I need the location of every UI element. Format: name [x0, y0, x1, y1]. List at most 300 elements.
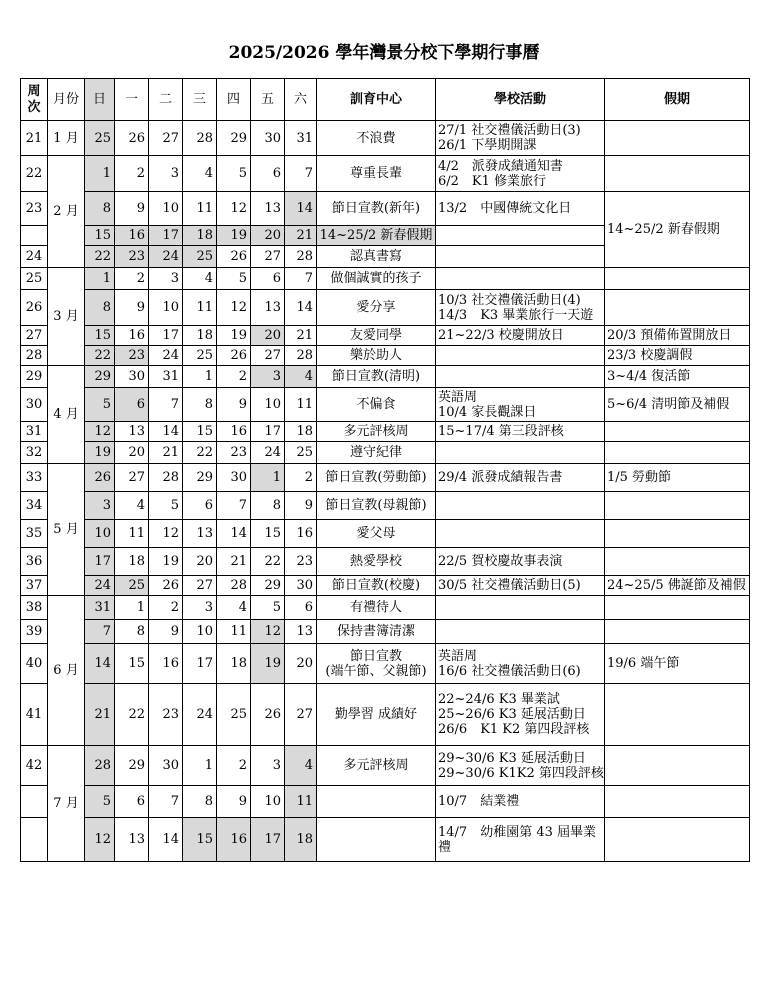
date-cell-sat: 18	[285, 818, 317, 862]
holiday	[605, 576, 750, 596]
education-theme	[317, 620, 436, 644]
education-theme	[317, 290, 436, 326]
date-cell-sat: 27	[285, 684, 317, 746]
date-cell-tue: 21	[149, 442, 183, 464]
education-theme-line: 節日宣教(勞動節)	[325, 470, 427, 485]
holiday	[605, 156, 750, 192]
date-cell-mon: 30	[115, 366, 149, 388]
week-row	[21, 388, 750, 422]
holiday	[605, 268, 750, 290]
header-row	[21, 79, 750, 121]
education-theme-line: 友愛同學	[349, 328, 402, 343]
date-cell-sun: 7	[85, 620, 115, 644]
date-cell-thu: 28	[217, 576, 251, 596]
date-cell-fri: 24	[251, 442, 285, 464]
holiday-line: 24~25/5 佛誕節及補假	[607, 578, 746, 593]
week-number	[21, 818, 48, 862]
holiday-line: 1/5 勞動節	[607, 470, 672, 485]
date-cell-thu: 12	[217, 192, 251, 226]
date-cell-mon: 8	[115, 620, 149, 644]
holiday-line: 23/3 校慶調假	[607, 348, 693, 363]
holiday	[605, 620, 750, 644]
date-cell-fri: 13	[251, 192, 285, 226]
header-activities: 學校活動	[436, 79, 605, 121]
education-theme	[317, 121, 436, 156]
date-cell-sat: 9	[285, 492, 317, 520]
education-theme-line: 節日宣教(母親節)	[325, 498, 427, 513]
date-cell-wed: 24	[183, 684, 217, 746]
date-cell-sun: 1	[85, 156, 115, 192]
date-cell-mon: 2	[115, 268, 149, 290]
school-activity-line: 16/6 社交禮儀活動日(6)	[438, 663, 581, 679]
date-cell-fri: 8	[251, 492, 285, 520]
date-cell-fri: 15	[251, 520, 285, 548]
holiday	[605, 464, 750, 492]
date-cell-sun: 31	[85, 596, 115, 620]
date-cell-tue: 3	[149, 268, 183, 290]
school-activity-line: 22/5 賀校慶故事表演	[438, 554, 563, 569]
date-cell-wed: 6	[183, 492, 217, 520]
week-row	[21, 620, 750, 644]
holiday	[605, 684, 750, 746]
date-cell-tue: 31	[149, 366, 183, 388]
education-theme-line: 樂於助人	[349, 348, 402, 363]
date-cell-fri: 22	[251, 548, 285, 576]
date-cell-sat: 20	[285, 644, 317, 684]
date-cell-mon: 15	[115, 644, 149, 684]
date-cell-tue: 14	[149, 818, 183, 862]
education-theme-line: 節日宣教(新年)	[331, 201, 421, 216]
school-activity	[436, 326, 605, 346]
date-cell-thu: 5	[217, 156, 251, 192]
date-cell-wed: 13	[183, 520, 217, 548]
week-row	[21, 684, 750, 746]
school-activity	[436, 121, 605, 156]
education-theme	[317, 684, 436, 746]
school-activity-line: 29~30/6 K1K2 第四段評核	[438, 765, 604, 781]
school-activity	[436, 548, 605, 576]
school-activity	[436, 422, 605, 442]
week-number: 42	[21, 746, 48, 786]
date-cell-thu: 26	[217, 346, 251, 366]
school-activity	[436, 818, 605, 862]
date-cell-sat: 7	[285, 156, 317, 192]
date-cell-fri: 12	[251, 620, 285, 644]
holiday	[605, 644, 750, 684]
date-cell-sat: 28	[285, 246, 317, 268]
education-theme	[317, 346, 436, 366]
education-theme-line: 認真書寫	[349, 249, 402, 264]
month-label: 3 月	[48, 268, 85, 366]
date-cell-thu: 2	[217, 746, 251, 786]
date-cell-thu: 11	[217, 620, 251, 644]
education-theme-line: 保持書簿清潔	[336, 624, 415, 639]
month-label: 7 月	[48, 746, 85, 862]
date-cell-mon: 1	[115, 596, 149, 620]
date-cell-fri: 20	[251, 326, 285, 346]
week-number: 34	[21, 492, 48, 520]
date-cell-tue: 16	[149, 644, 183, 684]
date-cell-thu: 16	[217, 818, 251, 862]
school-activity	[436, 226, 605, 246]
school-activity-line: 29/4 派發成績報告書	[438, 470, 563, 485]
date-cell-fri: 17	[251, 422, 285, 442]
education-theme	[317, 818, 436, 862]
month-label: 6 月	[48, 596, 85, 746]
date-cell-fri: 13	[251, 290, 285, 326]
holiday	[605, 366, 750, 388]
month-label: 5 月	[48, 464, 85, 596]
education-theme-line: 有禮待人	[349, 600, 402, 615]
week-number: 23	[21, 192, 48, 226]
date-cell-sat: 21	[285, 226, 317, 246]
date-cell-fri: 6	[251, 268, 285, 290]
school-activity-line: 15~17/4 第三段評核	[438, 424, 564, 439]
date-cell-thu: 25	[217, 684, 251, 746]
date-cell-sun: 8	[85, 290, 115, 326]
education-theme-line: 不偏食	[356, 397, 396, 412]
date-cell-sun: 12	[85, 818, 115, 862]
date-cell-mon: 23	[115, 346, 149, 366]
school-activity-line: 6/2 K1 修業旅行	[438, 173, 547, 189]
date-cell-sun: 17	[85, 548, 115, 576]
education-theme	[317, 268, 436, 290]
education-theme-line: 做個誠實的孩子	[330, 271, 422, 286]
school-activity	[436, 442, 605, 464]
date-cell-wed: 28	[183, 121, 217, 156]
date-cell-fri: 3	[251, 746, 285, 786]
date-cell-sun: 3	[85, 492, 115, 520]
date-cell-tue: 17	[149, 226, 183, 246]
calendar-table	[20, 78, 750, 862]
education-theme-line: 熱愛學校	[349, 554, 402, 569]
date-cell-wed: 18	[183, 226, 217, 246]
education-theme	[317, 192, 436, 226]
date-cell-thu: 5	[217, 268, 251, 290]
date-cell-fri: 27	[251, 346, 285, 366]
holiday-line: 3~4/4 復活節	[607, 369, 691, 384]
date-cell-tue: 19	[149, 548, 183, 576]
date-cell-sun: 8	[85, 192, 115, 226]
education-theme-line: 多元評核周	[343, 424, 409, 439]
date-cell-sun: 22	[85, 346, 115, 366]
school-activity-line: 13/2 中國傳統文化日	[438, 201, 572, 216]
week-number: 26	[21, 290, 48, 326]
date-cell-sat: 6	[285, 596, 317, 620]
date-cell-mon: 9	[115, 192, 149, 226]
date-cell-wed: 8	[183, 786, 217, 818]
month-label: 4 月	[48, 366, 85, 464]
date-cell-sun: 19	[85, 442, 115, 464]
week-row	[21, 268, 750, 290]
week-row	[21, 442, 750, 464]
school-activity	[436, 464, 605, 492]
week-number: 27	[21, 326, 48, 346]
holiday	[605, 121, 750, 156]
school-activity-line: 26/1 下學期開課	[438, 138, 537, 153]
school-activity	[436, 192, 605, 226]
date-cell-thu: 7	[217, 492, 251, 520]
school-activity	[436, 388, 605, 422]
date-cell-tue: 2	[149, 596, 183, 620]
date-cell-wed: 8	[183, 388, 217, 422]
week-number: 25	[21, 268, 48, 290]
date-cell-fri: 29	[251, 576, 285, 596]
date-cell-sun: 1	[85, 268, 115, 290]
date-cell-wed: 4	[183, 268, 217, 290]
date-cell-thu: 29	[217, 121, 251, 156]
date-cell-thu: 19	[217, 326, 251, 346]
education-theme	[317, 246, 436, 268]
week-number: 35	[21, 520, 48, 548]
date-cell-tue: 3	[149, 156, 183, 192]
education-theme	[317, 576, 436, 596]
school-activity	[436, 576, 605, 596]
holiday-line: 5~6/4 清明節及補假	[607, 397, 730, 412]
header-day-thu: 四	[217, 79, 251, 121]
school-activity-line: 22~24/6 K3 畢業試	[438, 692, 560, 707]
holiday-line: 20/3 預備佈置開放日	[607, 328, 732, 343]
education-theme	[317, 786, 436, 818]
date-cell-sat: 4	[285, 746, 317, 786]
education-theme-line: 勤學習 成績好	[334, 707, 418, 722]
week-number: 24	[21, 246, 48, 268]
date-cell-tue: 24	[149, 346, 183, 366]
education-theme-line: 不浪費	[356, 130, 396, 146]
school-activity	[436, 268, 605, 290]
school-activity	[436, 620, 605, 644]
week-row	[21, 818, 750, 862]
week-number: 39	[21, 620, 48, 644]
date-cell-mon: 27	[115, 464, 149, 492]
school-activity-line: 14/3 K3 畢業旅行一天遊	[438, 307, 594, 323]
date-cell-wed: 22	[183, 442, 217, 464]
week-number: 40	[21, 644, 48, 684]
date-cell-tue: 7	[149, 786, 183, 818]
school-activity	[436, 596, 605, 620]
date-cell-wed: 15	[183, 422, 217, 442]
date-cell-thu: 9	[217, 388, 251, 422]
date-cell-fri: 5	[251, 596, 285, 620]
education-theme-line: 節日宣教	[349, 648, 402, 664]
date-cell-thu: 19	[217, 226, 251, 246]
week-row	[21, 520, 750, 548]
holiday	[605, 442, 750, 464]
date-cell-wed: 1	[183, 366, 217, 388]
month-label: 1 月	[48, 121, 85, 156]
week-number: 41	[21, 684, 48, 746]
school-activity-line: 21~22/3 校慶開放日	[438, 328, 564, 343]
week-row	[21, 576, 750, 596]
holiday-line: 19/6 端午節	[607, 656, 680, 671]
date-cell-tue: 14	[149, 422, 183, 442]
education-theme	[317, 326, 436, 346]
education-theme-line: 14~25/2 新春假期	[319, 228, 433, 243]
date-cell-wed: 18	[183, 326, 217, 346]
date-cell-mon: 2	[115, 156, 149, 192]
month-label: 2 月	[48, 156, 85, 268]
week-number: 28	[21, 346, 48, 366]
date-cell-sun: 10	[85, 520, 115, 548]
school-activity	[436, 644, 605, 684]
date-cell-mon: 20	[115, 442, 149, 464]
date-cell-tue: 30	[149, 746, 183, 786]
header-day-wed: 三	[183, 79, 217, 121]
date-cell-sun: 15	[85, 326, 115, 346]
date-cell-tue: 27	[149, 121, 183, 156]
education-theme-line: 節日宣教(校慶)	[331, 578, 421, 593]
date-cell-fri: 10	[251, 786, 285, 818]
date-cell-sat: 2	[285, 464, 317, 492]
date-cell-mon: 26	[115, 121, 149, 156]
week-number: 21	[21, 121, 48, 156]
date-cell-tue: 26	[149, 576, 183, 596]
date-cell-sat: 11	[285, 388, 317, 422]
date-cell-thu: 12	[217, 290, 251, 326]
date-cell-tue: 9	[149, 620, 183, 644]
date-cell-fri: 1	[251, 464, 285, 492]
date-cell-mon: 9	[115, 290, 149, 326]
date-cell-sun: 26	[85, 464, 115, 492]
header-day-sat: 六	[285, 79, 317, 121]
week-row	[21, 596, 750, 620]
date-cell-sun: 5	[85, 786, 115, 818]
date-cell-thu: 16	[217, 422, 251, 442]
week-row	[21, 422, 750, 442]
date-cell-sun: 29	[85, 366, 115, 388]
date-cell-fri: 30	[251, 121, 285, 156]
education-theme	[317, 464, 436, 492]
holiday	[605, 388, 750, 422]
page-title: 2025/2026 學年灣景分校下學期行事曆	[228, 43, 540, 63]
date-cell-tue: 17	[149, 326, 183, 346]
date-cell-fri: 17	[251, 818, 285, 862]
date-cell-mon: 16	[115, 326, 149, 346]
date-cell-mon: 25	[115, 576, 149, 596]
week-number: 38	[21, 596, 48, 620]
week-number: 29	[21, 366, 48, 388]
week-number: 37	[21, 576, 48, 596]
school-activity-line: 英語周	[438, 648, 478, 664]
week-number: 31	[21, 422, 48, 442]
date-cell-sat: 11	[285, 786, 317, 818]
date-cell-wed: 25	[183, 346, 217, 366]
school-activity	[436, 366, 605, 388]
date-cell-sat: 14	[285, 192, 317, 226]
week-row	[21, 746, 750, 786]
school-activity	[436, 746, 605, 786]
holiday	[605, 548, 750, 576]
education-theme	[317, 422, 436, 442]
date-cell-mon: 22	[115, 684, 149, 746]
date-cell-mon: 16	[115, 226, 149, 246]
education-theme	[317, 442, 436, 464]
date-cell-sun: 25	[85, 121, 115, 156]
school-activity-line: 10/4 家長觀課日	[438, 404, 537, 420]
date-cell-sun: 21	[85, 684, 115, 746]
week-row	[21, 786, 750, 818]
education-theme	[317, 226, 436, 246]
school-activity	[436, 346, 605, 366]
date-cell-wed: 10	[183, 620, 217, 644]
education-theme-line: 遵守紀律	[349, 445, 402, 460]
education-theme	[317, 520, 436, 548]
date-cell-fri: 27	[251, 246, 285, 268]
school-activity	[436, 684, 605, 746]
date-cell-sun: 24	[85, 576, 115, 596]
education-theme	[317, 596, 436, 620]
week-number	[21, 786, 48, 818]
date-cell-wed: 29	[183, 464, 217, 492]
date-cell-thu: 23	[217, 442, 251, 464]
date-cell-fri: 26	[251, 684, 285, 746]
school-activity-line: 27/1 社交禮儀活動日(3)	[438, 123, 581, 138]
header-holidays: 假期	[605, 79, 750, 121]
school-activity	[436, 246, 605, 268]
date-cell-mon: 13	[115, 422, 149, 442]
week-row	[21, 464, 750, 492]
week-row	[21, 156, 750, 192]
date-cell-wed: 27	[183, 576, 217, 596]
school-activity	[436, 492, 605, 520]
date-cell-tue: 10	[149, 290, 183, 326]
date-cell-fri: 20	[251, 226, 285, 246]
date-cell-mon: 4	[115, 492, 149, 520]
week-row	[21, 290, 750, 326]
education-theme	[317, 644, 436, 684]
holiday	[605, 346, 750, 366]
week-number: 32	[21, 442, 48, 464]
date-cell-sun: 22	[85, 246, 115, 268]
school-activity-line: 25~26/6 K3 延展活動日	[438, 707, 586, 722]
date-cell-thu: 4	[217, 596, 251, 620]
school-activity-line: 10/7 結業禮	[438, 794, 520, 809]
date-cell-fri: 19	[251, 644, 285, 684]
date-cell-mon: 6	[115, 388, 149, 422]
date-cell-wed: 4	[183, 156, 217, 192]
holiday	[605, 746, 750, 786]
date-cell-sat: 18	[285, 422, 317, 442]
school-activity-line: 30/5 社交禮儀活動日(5)	[438, 578, 581, 593]
header-day-tue: 二	[149, 79, 183, 121]
date-cell-wed: 11	[183, 290, 217, 326]
school-activity	[436, 156, 605, 192]
week-row	[21, 326, 750, 346]
header-month: 月份	[48, 79, 85, 121]
date-cell-sat: 25	[285, 442, 317, 464]
date-cell-wed: 11	[183, 192, 217, 226]
week-row	[21, 121, 750, 156]
holiday	[605, 818, 750, 862]
week-row	[21, 548, 750, 576]
date-cell-sat: 16	[285, 520, 317, 548]
holiday-span: 14~25/2 新春假期	[605, 192, 750, 268]
date-cell-thu: 21	[217, 548, 251, 576]
date-cell-sat: 14	[285, 290, 317, 326]
date-cell-sat: 28	[285, 346, 317, 366]
date-cell-sat: 21	[285, 326, 317, 346]
holiday	[605, 520, 750, 548]
education-theme-line: 多元評核周	[343, 758, 409, 773]
holiday	[605, 786, 750, 818]
date-cell-tue: 10	[149, 192, 183, 226]
date-cell-fri: 6	[251, 156, 285, 192]
date-cell-wed: 17	[183, 644, 217, 684]
week-row	[21, 346, 750, 366]
education-theme	[317, 388, 436, 422]
school-activity-line: 10/3 社交禮儀活動日(4)	[438, 292, 581, 308]
education-theme-line: (端午節、父親節)	[325, 663, 427, 679]
